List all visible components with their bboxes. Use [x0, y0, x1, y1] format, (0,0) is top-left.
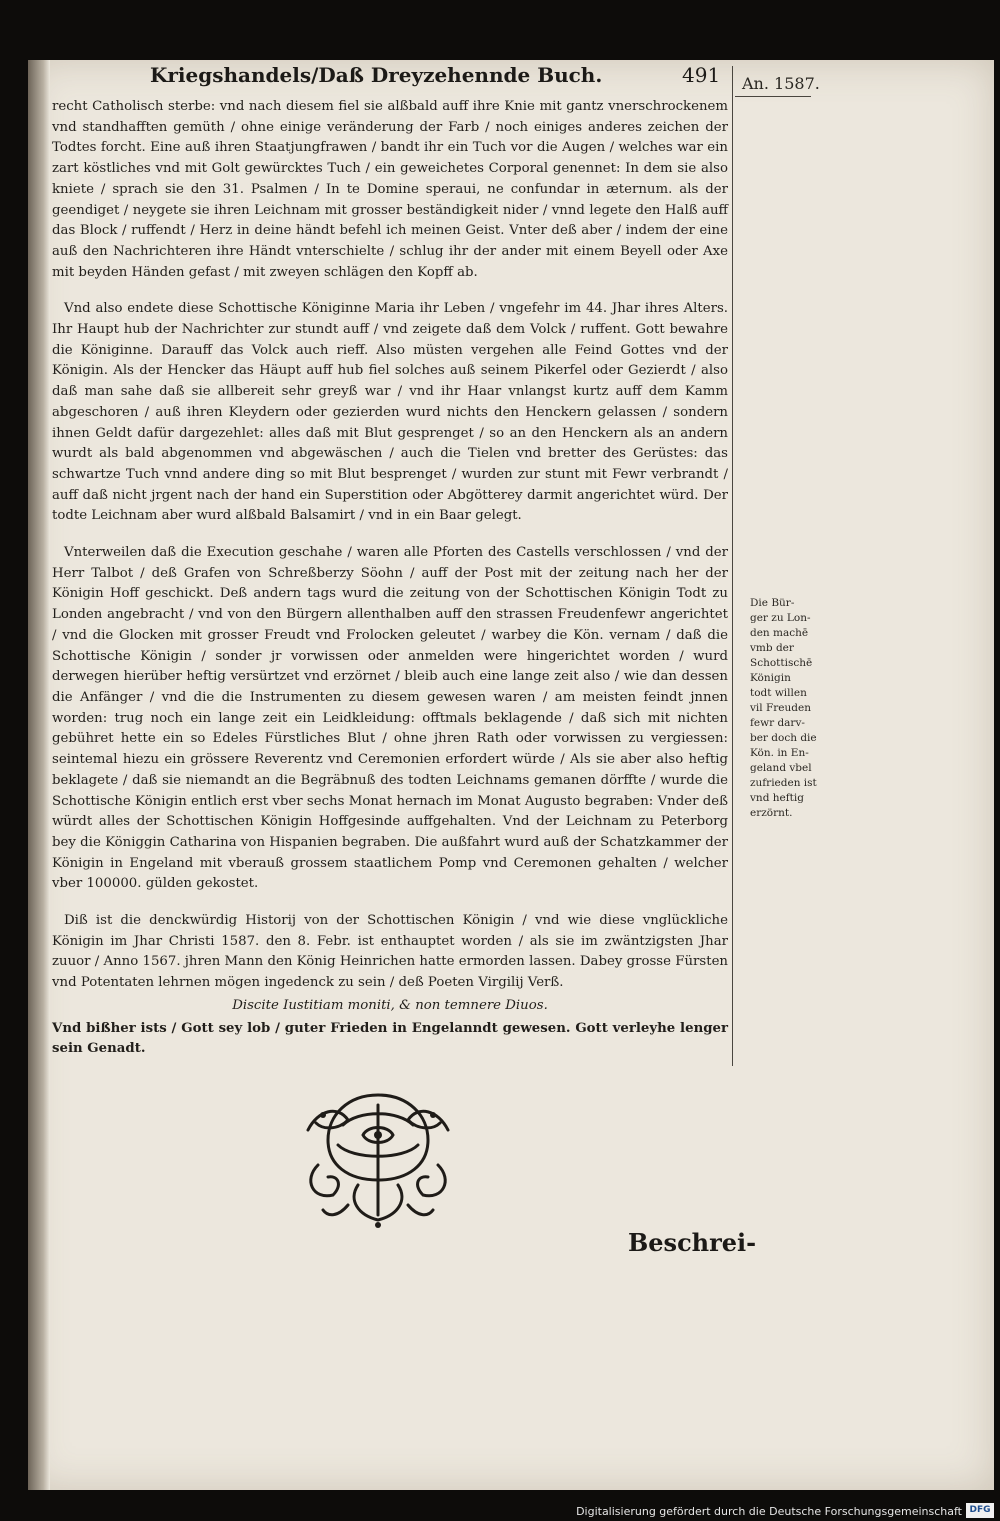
paragraph-aftermath: Vnterweilen daß die Execution geschahe / waren alle Pforten des Castells verschlossen / vnd der Herr Talbot / deß Grafen von Schreßberzy Söohn / auff der Post mit der zeitung nach her der Königin Hoff geschickt. Deß andern tags wurd die zeitung von der Schottischen Königin Todt zu Londen angebracht / vnd von den Bürgern allenthalben auff den strassen Freudenfewr angerichtet / vnd die Glocken mit grosser Freudt vnd Frolocken geleutet / warbey die Kön. vernam / daß die Schottische Königin / sonder jr vorwissen oder anmelden were hingerichtet worden / wurd derwegen hierüber heftig versürtzet vnd erzörnet / bleib auch eine lange zeit also / wie dan dessen die Anfänger / vnd die die Instrumenten zu diesem gewesen waren / am meisten feindt jnnen worden: trug noch ein lange zeit ein Leidkleidung: offtmals beklagende / daß sich mit nichten gebühret hette ein so Edeles Fürstliches Blut / ohne jhren Rath oder vorwissen zu vergiessen: seintemal hiezu ein grössere Reverentz vnd Ceremonien erfordert würde / Als sie aber also heftig beklagete / daß sie niemandt an die Begräbnuß des todten Leichnams gemanen dörffte / wurde die Schottische Königin entlich erst vber sechs Monat hernach im Monat Augusto begraben: Vnder deß würdt alles der Schottischen Königin Hoffgesinde auffgehalten. Vnd der Leichnam zu Peterborg bey die Königgin Catharina von Hispanien begraben. Die außfahrt wurd auß der Schatzkammer der Königin in Engeland mit vberauß grossem staatlichem Pomp vnd Ceremonen gehalten / welcher vber 100000. gülden gekostet.: [52, 545, 728, 892]
running-title: Kriegshandels/Daß Dreyzehennde Buch.: [150, 63, 603, 87]
catchword: Beschrei-: [628, 1228, 757, 1257]
side-note-line: geland vbel: [750, 762, 812, 774]
year-margin-note: An. 1587.: [742, 74, 820, 93]
printer-ornament-icon: [288, 1085, 468, 1235]
digitization-credit: Digitalisierung gefördert durch die Deutsche Forschungsgemeinschaft: [576, 1505, 962, 1518]
side-note-line: vil Freuden: [750, 702, 811, 714]
side-note-line: vmb der: [750, 642, 794, 654]
page-number: 491: [682, 63, 721, 87]
side-note-line: ber doch die: [750, 732, 817, 744]
paragraph-summary: Diß ist die denckwürdig Historij von der Schottischen Königin / vnd wie diese vnglückliche Königin im Jhar Christi 1587. den 8. Febr. ist enthauptet worden / als sie im zwäntzigsten Jhar zuuor / Anno 1567. jhren Mann den König Heinrichen hatte ermorden lassen. Dabey grosse Fürsten vnd Potentaten lehrnen mögen ingedenck zu sein / deß Poeten Virgilij Verß.: [52, 913, 728, 991]
side-note-line: fewr darv-: [750, 717, 805, 729]
closing-line: Vnd bißher ists / Gott sey lob / guter Frieden in Engelanndt gewesen. Gott verleyhe lenger sein Genadt.: [52, 1020, 728, 1057]
side-note-line: Königin: [750, 672, 791, 684]
margin-rule: [732, 66, 733, 1066]
side-note-line: Kön. in En-: [750, 747, 809, 759]
year-underline: [735, 96, 811, 97]
page-spine-shadow: [28, 60, 50, 1490]
side-note-line: erzörnt.: [750, 807, 793, 819]
side-note-line: ger zu Lon-: [750, 612, 811, 624]
side-note-line: zufrieden ist: [750, 777, 817, 789]
side-note-line: den machē: [750, 627, 809, 639]
side-note-line: Schottischē: [750, 657, 813, 669]
paragraph-execution: recht Catholisch sterbe: vnd nach diesem fiel sie alßbald auff ihre Knie mit gantz vnerschrockenem vnd standhafften gemüth / ohne einige veränderung der Farb / noch einiges anderes zeichen der Todtes forcht. Eine auß ihren Staatjungfrawen / bandt ihr ein Tuch vor die Augen / welches war ein zart köstliches vnd mit Golt gewürcktes Tuch / ein geweichetes Corporal genennet: In dem sie also kniete / sprach sie den 31. Psalmen / In te Domine speraui, ne confundar in æternum. als der geendiget / neygete sie ihren Leichnam mit grosser beständigkeit nider / vnnd legete den Halß auff das Block / ruffendt / Herz in deine händt befehl ich meinen Geist. Vnter deß aber / indem der eine auß den Nachrichteren ihre Händt vnterschielte / schlug ihr der ander mit einem Beyell oder Axe mit beyden Händen gefast / mit zweyen schlägen den Kopff ab.: [52, 99, 728, 280]
side-margin-note: [750, 596, 818, 821]
paragraph-death: Vnd also endete diese Schottische Königinne Maria ihr Leben / vngefehr im 44. Jhar ihres Alters. Ihr Haupt hub der Nachrichter zur stundt auff / vnd zeigete daß dem Volck / ruffent. Gott bewahre die Königinne. Darauff das Volck auch rieff. Also müsten vergehen alle Feind Gottes vnd der Königin. Als der Hencker das Häupt auff hub fiel solches auß seinem Pikerfel oder Gezierdt / also daß man sahe daß sie allbereit sehr greyß war / vnd ihr Haar vnlangst kurtz auff dem Kamm abgeschoren / auß ihren Kleydern oder gezierden wurd nichts den Henckern gelassen / sondern ihnen Geldt dafür dargezehlet: alles daß mit Blut gesprenget / so an den Henckern als an andern wurdt als bald abgenommen vnd abgewäschen / auch die Tielen vnd bretter des Gerüstes: das schwartze Tuch vnnd andere ding so mit Blut besprenget / wurden zur stunt mit Fewr verbrandt / auff daß nicht jrgent nach der hand ein Superstition oder Abgötterey darmit angerichtet würd. Der todte Leichnam aber wurd alßbald Balsamirt / vnd in ein Baar gelegt.: [52, 301, 728, 524]
side-note-line: todt willen: [750, 687, 807, 699]
main-text-block: [52, 97, 728, 1060]
dfg-logo-icon: DFG: [966, 1503, 994, 1518]
side-note-line: Die Bür-: [750, 597, 795, 609]
side-note-line: vnd heftig: [750, 792, 804, 804]
latin-verse: Discite Iustitiam moniti, & non temnere Diuos.: [232, 997, 548, 1013]
